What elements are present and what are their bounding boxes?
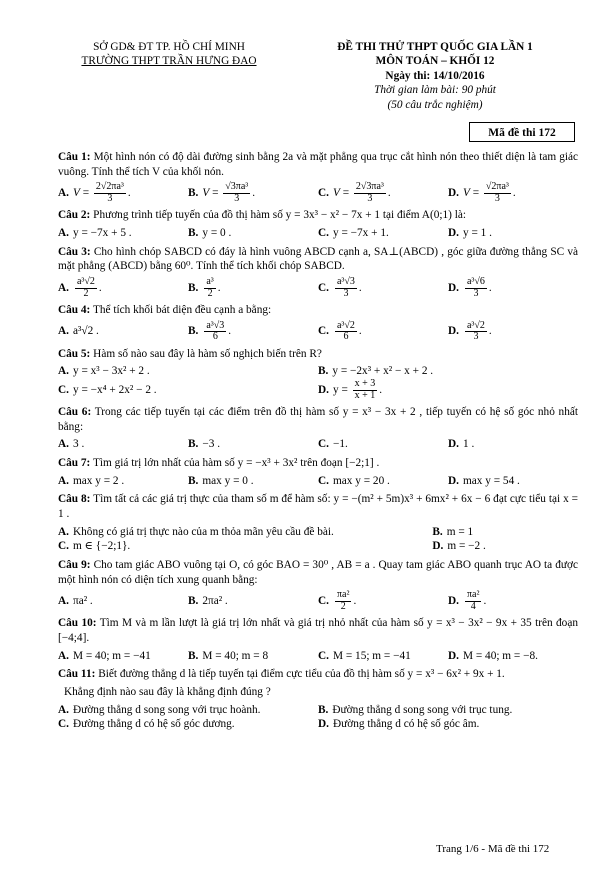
options-q11	[58, 703, 578, 732]
option-d[interactable]: D. max y = 54 .	[448, 474, 520, 487]
question-9: Câu 9: Cho tam giác ABO vuông tại O, có góc BAO = 30⁰ , AB = a . Quay tam giác ABO quanh trục AO ta được một hình nón có diện tích xung quanh bằng:	[58, 559, 578, 586]
options-q7	[58, 474, 578, 489]
exam-code-box: Mã đề thi 172	[469, 122, 575, 142]
option-a[interactable]: A. max y = 2 .	[58, 474, 125, 487]
options-q8	[58, 525, 578, 554]
question-count: (50 câu trắc nghiệm)	[387, 98, 483, 111]
option-b[interactable]: B. max y = 0 .	[188, 474, 254, 487]
option-d[interactable]: D. V = $\frac{\text{√2πa³}}{3}$ .	[448, 181, 516, 204]
options-q10	[58, 649, 578, 664]
option-a[interactable]: A. Không có giá trị thực nào của m thỏa mãn yêu cầu đề bài.	[58, 525, 334, 538]
department-name: SỞ GD& ĐT TP. HỒ CHÍ MINH	[93, 41, 245, 53]
school-header	[54, 40, 284, 69]
option-a[interactable]: A. Đường thẳng d song song với trục hoành.	[58, 703, 261, 716]
option-c[interactable]: C. m ∈ {−2;1}.	[58, 540, 131, 553]
question-text: Tìm giá trị lớn nhất của hàm số y = −x³ + 3x² trên đoạn [−2;1] .	[92, 457, 380, 470]
question-text: Phương trình tiếp tuyến của đồ thị hàm số y = 3x³ − x² − 7x + 1 tại điểm A(0;1) là:	[93, 209, 467, 222]
exam-title: ĐỀ THI THỬ THPT QUỐC GIA LẦN 1	[337, 41, 533, 53]
question-list	[58, 150, 578, 736]
options-q3	[58, 277, 578, 299]
question-6: Câu 6: Trong các tiếp tuyến tại các điểm trên đồ thị hàm số y = x³ − 3x + 2 , tiếp tuyến có hệ số góc nhỏ nhất bằng:	[58, 406, 579, 433]
exam-date: Ngày thi: 14/10/2016	[385, 69, 485, 82]
option-c[interactable]: C. max y = 20 .	[318, 474, 390, 487]
option-c[interactable]: C. y = −7x + 1.	[318, 227, 389, 240]
question-text: Cho tam giác ABO vuông tại O, có góc BAO = 30⁰ , AB = a . Quay tam giác ABO quanh trục AO ta được một hình nón có diện tích xung quanh bằng:	[58, 559, 578, 586]
option-a[interactable]: A. $\frac{\text{a³√2}}{2}$ .	[58, 276, 102, 299]
question-7: Câu 7: Tìm giá trị lớn nhất của hàm số y = −x³ + 3x² trên đoạn [−2;1] .	[58, 457, 380, 470]
option-c[interactable]: C. M = 15; m = −41	[318, 649, 411, 662]
school-name: TRƯỜNG THPT TRẦN HƯNG ĐẠO	[81, 55, 257, 68]
option-b[interactable]: B. m = 1	[432, 525, 474, 538]
question-text: Biết đường thẳng d là tiếp tuyến tại điểm cực tiểu của đồ thị hàm số y = x³ − 6x² + 9x + 1.	[98, 668, 505, 681]
page-footer: Trang 1/6 - Mã đề thi 172	[436, 843, 550, 855]
question-label: Câu 1:	[58, 151, 91, 163]
question-4: Câu 4: Thể tích khối bát diện đều cạnh a bằng:	[58, 304, 272, 317]
question-1	[58, 150, 578, 179]
question-8: Câu 8: Tìm tất cả các giá trị thực của tham số m để hàm số: y = −(m² + 5m)x³ + 6mx² + 6x − 6 đạt cực tiểu tại x = 1 .	[58, 493, 579, 521]
question-11-prompt: Khẳng định nào sau đây là khẳng định đúng ?	[64, 686, 271, 699]
exam-header	[290, 40, 580, 112]
option-d[interactable]: D. 1 .	[448, 438, 475, 451]
option-b[interactable]: B. y = 0 .	[188, 227, 232, 240]
option-c[interactable]: C. $\frac{\text{πa²}}{2}$ .	[318, 589, 357, 612]
options-q5	[58, 364, 578, 401]
option-a[interactable]: A. y = −7x + 5 .	[58, 227, 132, 240]
question-text: Cho hình chóp SABCD có đáy là hình vuông ABCD cạnh a, SA⊥(ABCD) , góc giữa đường thẳng SC và mặt phẳng (ABCD) bằng 60⁰. Tính thể tích khối chóp SABCD.	[58, 245, 578, 273]
option-a[interactable]: A. a³√2 .	[58, 325, 99, 338]
option-d[interactable]: D. y = 1 .	[448, 227, 492, 240]
question-5: Câu 5: Hàm số nào sau đây là hàm số nghịch biến trên R?	[58, 347, 322, 360]
options-q2	[58, 226, 578, 241]
option-a[interactable]: A. y = x³ − 3x² + 2 .	[58, 365, 150, 378]
exam-duration: Thời gian làm bài: 90 phút	[374, 84, 496, 97]
option-d[interactable]: D. Đường thẳng d có hệ số góc âm.	[318, 718, 480, 731]
question-2: Câu 2: Phương trình tiếp tuyến của đồ thị hàm số y = 3x³ − x² − 7x + 1 tại điểm A(0;1) là:	[58, 209, 467, 222]
option-c[interactable]: C. −1.	[318, 438, 348, 451]
options-q9	[58, 590, 578, 612]
option-b[interactable]: B. $\frac{\text{a³√3}}{6}$ .	[188, 319, 232, 343]
question-3: Câu 3: Cho hình chóp SABCD có đáy là hình vuông ABCD cạnh a, SA⊥(ABCD) , góc giữa đường thẳng SC và mặt phẳng (ABCD) bằng 60⁰. Tính thể tích khối chóp SABCD.	[58, 245, 578, 273]
option-a[interactable]: A. 3 .	[58, 438, 85, 451]
option-d[interactable]: D. $\frac{\text{a³√2}}{3}$ .	[448, 319, 492, 343]
option-d[interactable]: D. $\frac{\text{a³√6}}{3}$ .	[448, 276, 492, 299]
option-d[interactable]: D. M = 40; m = −8.	[448, 649, 538, 662]
option-b[interactable]: B. V = $\frac{\text{√3πa³}}{3}$ .	[188, 181, 256, 204]
option-d[interactable]: D. m = −2 .	[432, 540, 486, 553]
question-11: Câu 11: Biết đường thẳng d là tiếp tuyến tại điểm cực tiểu của đồ thị hàm số y = x³ − 6x² + 9x + 1.	[58, 668, 505, 681]
question-text: Một hình nón có độ dài đường sinh bằng 2a và mặt phẳng qua trục cắt hình nón theo thiết diện là tam giác vuông. Tính thể tích V của khối nón.	[58, 151, 579, 178]
options-q1	[58, 182, 578, 204]
options-q6	[58, 437, 578, 452]
option-d[interactable]: D. $\frac{\text{πa²}}{4}$ .	[448, 589, 487, 612]
option-a[interactable]: A. V = $\frac{\text{2√2πa³}}{3}$ .	[58, 181, 131, 204]
option-c[interactable]: C. y = −x⁴ + 2x² − 2 .	[58, 383, 157, 396]
option-c[interactable]: C. $\frac{\text{a³√2}}{6}$ .	[318, 319, 362, 343]
question-text: Tìm tất cả các giá trị thực của tham số m để hàm số: y = −(m² + 5m)x³ + 6mx² + 6x − 6 đạt cực tiểu tại x = 1 .	[58, 493, 579, 521]
question-text: Tìm M và m lần lượt là giá trị lớn nhất và giá trị nhỏ nhất của hàm số y = x³ − 3x² − 9x + 35 trên đoạn [−4;4].	[58, 617, 578, 645]
option-c[interactable]: C. V = $\frac{\text{2√3πa³}}{3}$ .	[318, 181, 391, 204]
option-b[interactable]: B. −3 .	[188, 438, 221, 451]
option-b[interactable]: B. Đường thẳng d song song với trục tung.	[318, 703, 513, 716]
option-a[interactable]: A. M = 40; m = −41	[58, 649, 151, 662]
option-d[interactable]: D. y = $\frac{x + 3}{x + 1}$ .	[318, 378, 383, 401]
question-10: Câu 10: Tìm M và m lần lượt là giá trị lớn nhất và giá trị nhỏ nhất của hàm số y = x³ − 3x² − 9x + 35 trên đoạn [−4;4].	[58, 617, 578, 645]
option-b[interactable]: B. M = 40; m = 8	[188, 649, 269, 662]
option-b[interactable]: B. y = −2x³ + x² − x + 2 .	[318, 365, 434, 378]
option-b[interactable]: B. 2πa² .	[188, 595, 228, 608]
option-c[interactable]: C. Đường thẳng d có hệ số góc dương.	[58, 718, 235, 731]
exam-subject: MÔN TOÁN – KHỐI 12	[375, 55, 495, 68]
question-text: Trong các tiếp tuyến tại các điểm trên đồ thị hàm số y = x³ − 3x + 2 , tiếp tuyến có hệ số góc nhỏ nhất bằng:	[58, 406, 579, 433]
option-b[interactable]: B. $\frac{\text{a³}}{2}$ .	[188, 276, 221, 299]
option-a[interactable]: A. πa² .	[58, 595, 93, 608]
question-text: Thể tích khối bát diện đều cạnh a bằng:	[92, 304, 272, 317]
options-q4	[58, 321, 578, 343]
question-text: Hàm số nào sau đây là hàm số nghịch biến trên R?	[93, 347, 322, 360]
option-c[interactable]: C. $\frac{\text{a³√3}}{3}$ .	[318, 276, 362, 299]
